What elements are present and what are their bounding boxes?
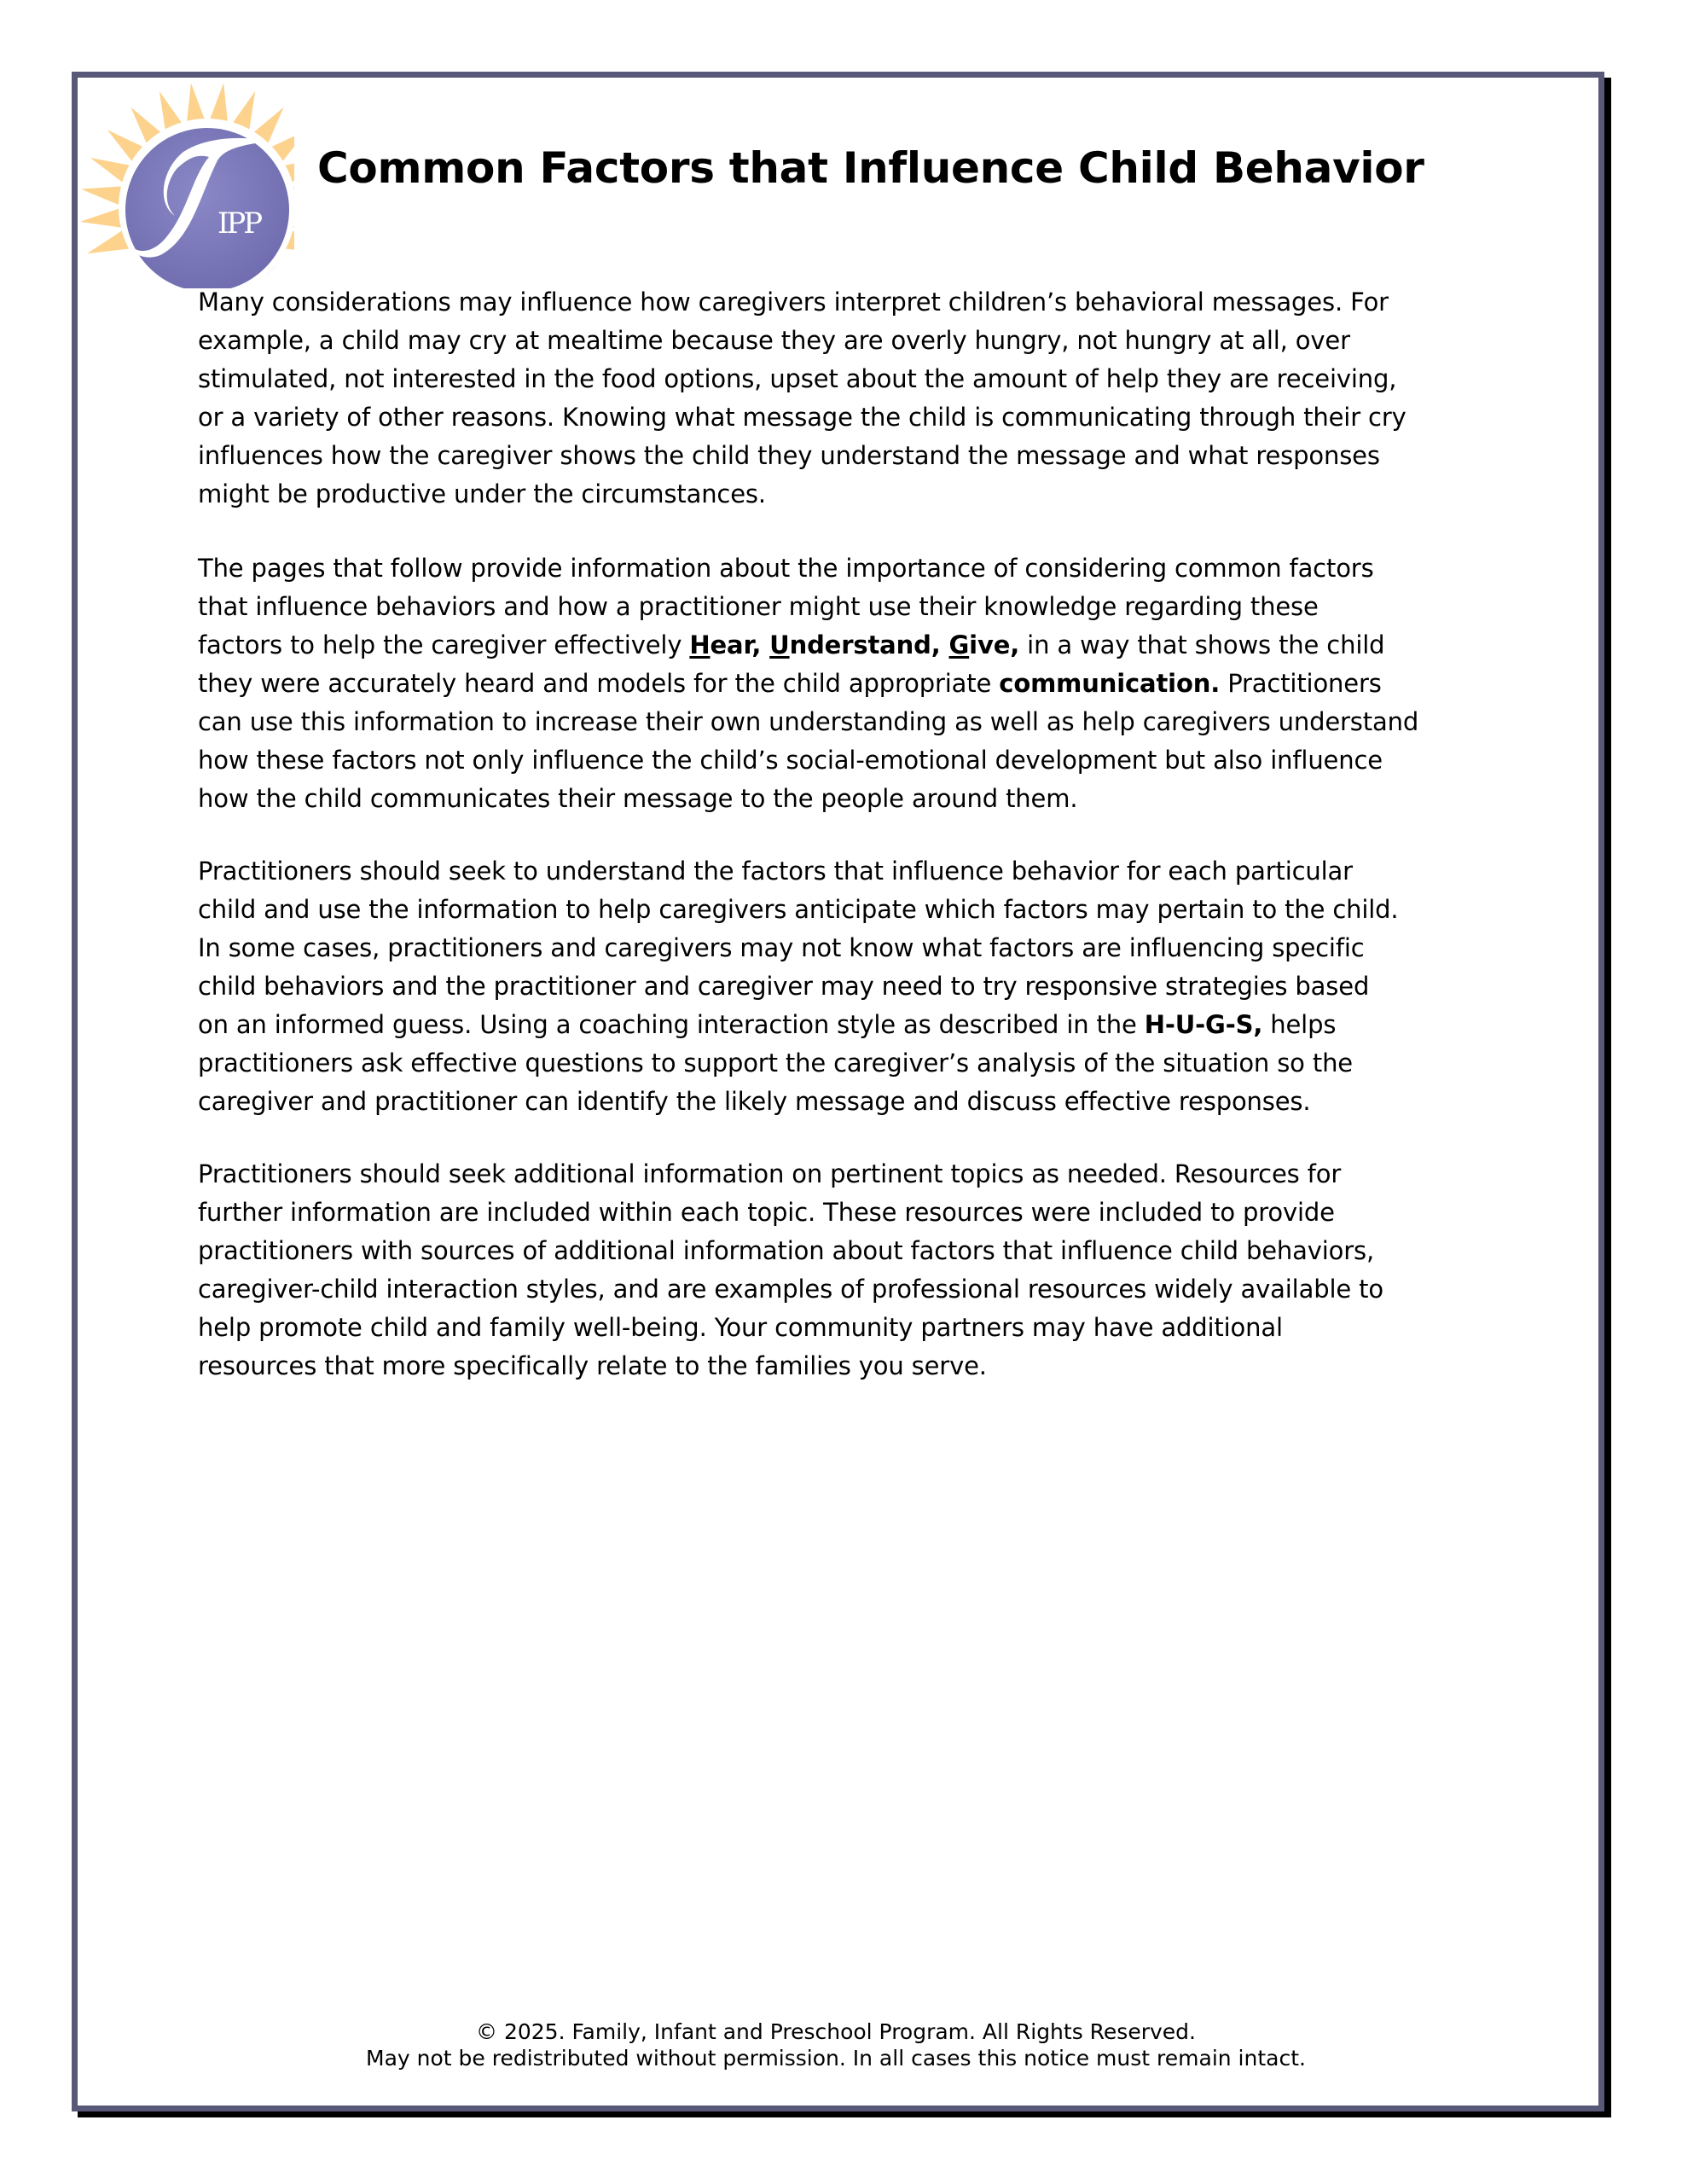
text-line: help promote child and family well-being. Your community partners may have additional (198, 1313, 1283, 1342)
text-line: In some cases, practitioners and caregivers may not know what factors are influencing specific (198, 933, 1365, 962)
text-run: nderstand, (789, 630, 949, 659)
text-line-communication (198, 665, 1418, 703)
frame-shadow-bottom (78, 2111, 1611, 2117)
hug-letter-u: U (769, 630, 790, 659)
text-line: resources that more specifically relate to the families you serve. (198, 1351, 987, 1380)
logo-ipp-text: IPP (218, 206, 261, 241)
text-run: factors to help the caregiver effectively (198, 630, 690, 659)
text-line: that influence behaviors and how a practitioner might use their knowledge regarding these (198, 592, 1319, 621)
text-line: Practitioners should seek additional information on pertinent topics as needed. Resources for (198, 1159, 1342, 1188)
text-line: further information are included within each topic. These resources were included to provide (198, 1198, 1335, 1227)
paragraph-practitioners (198, 852, 1399, 1121)
text-line: child and use the information to help caregivers anticipate which factors may pertain to the child. (198, 895, 1399, 924)
communication-emphasis: communication. (999, 669, 1221, 698)
text-line: Practitioners should seek to understand the factors that influence behavior for each particular (198, 857, 1353, 886)
page-title: Common Factors that Influence Child Behavior (317, 143, 1424, 193)
text-line: stimulated, not interested in the food options, upset about the amount of help they are receiving, (198, 364, 1397, 393)
text-line: The pages that follow provide information about the importance of considering common factors (198, 554, 1374, 583)
hug-emphasis (689, 630, 1019, 659)
text-line: practitioners ask effective questions to support the caregiver’s analysis of the situation so the (198, 1048, 1353, 1077)
text-run: ear, (710, 630, 770, 659)
text-run: ive, (969, 630, 1020, 659)
text-line-hug (198, 626, 1418, 665)
fipp-logo (81, 75, 294, 288)
text-line: how these factors not only influence the child’s social-emotional development but also influence (198, 746, 1383, 775)
text-line: caregiver-child interaction styles, and are examples of professional resources widely available to (198, 1275, 1383, 1304)
text-run: they were accurately heard and models for the child appropriate (198, 669, 1000, 698)
footer-copyright: © 2025. Family, Infant and Preschool Program. All Rights Reserved. (476, 2019, 1196, 2044)
text-line: can use this information to increase their own understanding as well as help caregivers understand (198, 707, 1419, 736)
paragraph-resources (198, 1155, 1383, 1385)
text-line-hugs (198, 1006, 1399, 1044)
paragraph-hug (198, 549, 1418, 818)
text-run: on an informed guess. Using a coaching interaction style as described in the (198, 1010, 1145, 1039)
text-line: caregiver and practitioner can identify the likely message and discuss effective responses. (198, 1087, 1311, 1116)
hug-letter-g: G (948, 630, 970, 659)
text-run: helps (1262, 1010, 1337, 1039)
text-line: influences how the caregiver shows the child they understand the message and what responses (198, 441, 1380, 470)
footer-notice: May not be redistributed without permission. In all cases this notice must remain intact. (366, 2046, 1306, 2071)
text-line: Many considerations may influence how caregivers interpret children’s behavioral messages. For (198, 288, 1389, 317)
text-line: practitioners with sources of additional information about factors that influence child behaviors, (198, 1236, 1375, 1265)
text-line: child behaviors and the practitioner and caregiver may need to try responsive strategies based (198, 972, 1370, 1001)
text-line: or a variety of other reasons. Knowing what message the child is communicating through their cry (198, 403, 1406, 432)
text-run: in a way that shows the child (1019, 630, 1385, 659)
text-line: might be productive under the circumstances. (198, 479, 766, 508)
text-run: Practitioners (1220, 669, 1382, 698)
paragraph-intro (198, 283, 1406, 514)
hugs-emphasis: H-U-G-S, (1144, 1010, 1263, 1039)
frame-shadow-right (1604, 78, 1611, 2117)
text-line: how the child communicates their message to the people around them. (198, 784, 1078, 813)
text-line: example, a child may cry at mealtime because they are overly hungry, not hungry at all, over (198, 326, 1350, 355)
hug-letter-h: H (689, 630, 710, 659)
